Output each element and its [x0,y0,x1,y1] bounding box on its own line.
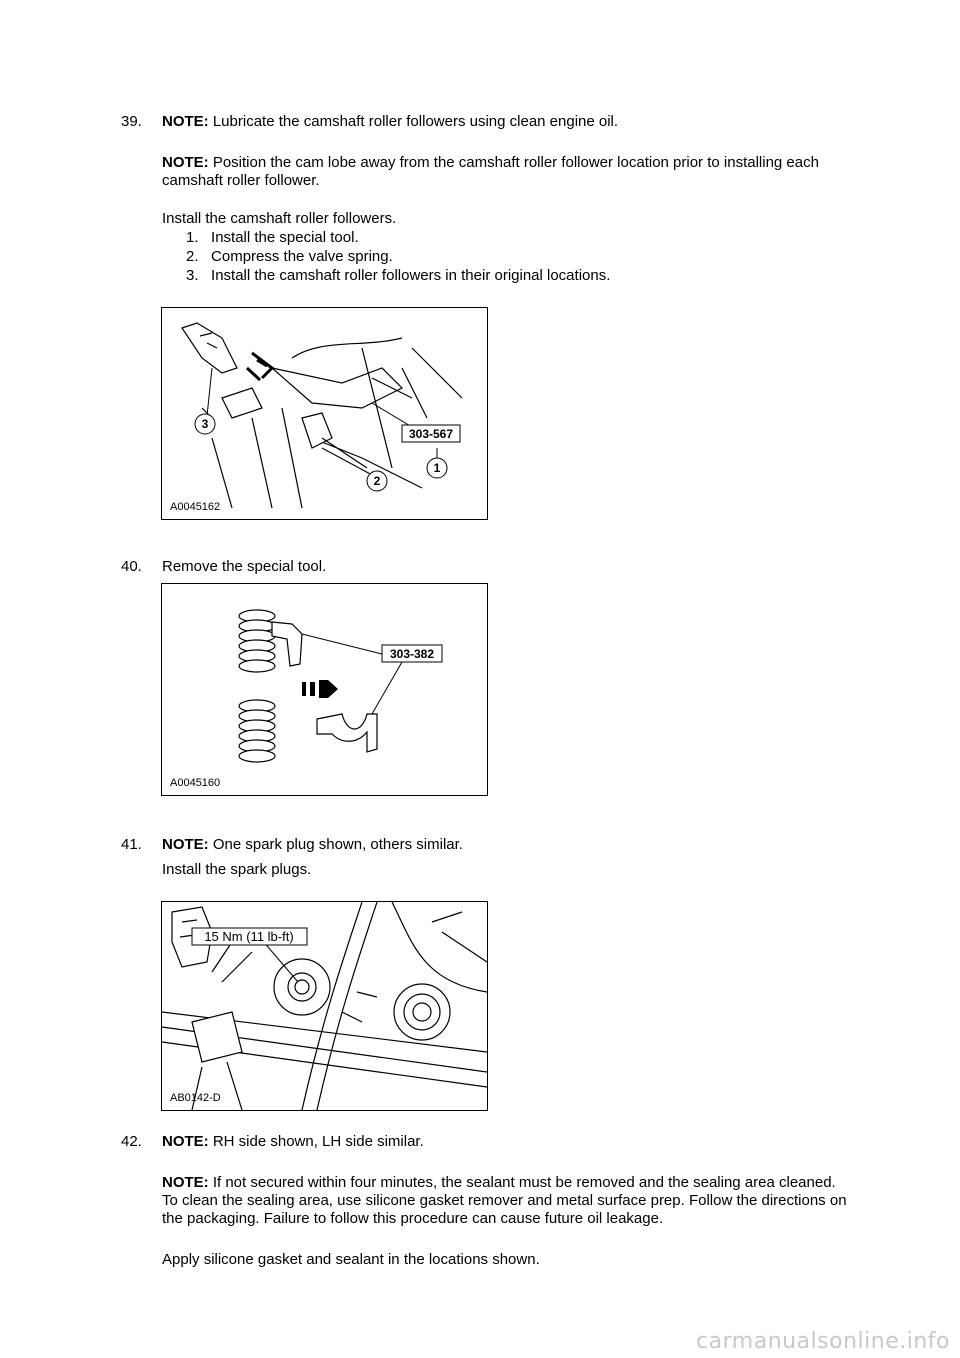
roller-follower-illustration [162,308,487,519]
step-41-instruction: Install the spark plugs. [162,861,312,878]
figure-remove-special-tool [161,583,488,796]
spark-plug-illustration [162,902,487,1110]
substep-number: 3. [186,267,199,284]
figure-spark-plug-install [161,901,488,1111]
substep-2 [186,248,393,266]
callout-2-label: 2 [373,474,381,488]
note-text: Lubricate the camshaft roller followers using clean engine oil. [208,113,619,130]
note-label: NOTE: [162,1133,209,1150]
step-39-instruction: Install the camshaft roller followers. [162,210,397,227]
callout-3-label: 3 [201,417,209,431]
step-42-instruction: Apply silicone gasket and sealant in the locations shown. [162,1251,540,1268]
note-text: One spark plug shown, others similar. [208,836,463,853]
substep-text: Install the special tool. [211,229,359,246]
substep-number: 2. [186,248,199,265]
substep-number: 1. [186,229,199,246]
figure-id: A0045162 [170,501,221,513]
step-39-note-2 [162,154,862,190]
figure-roller-follower-install [161,307,488,520]
substep-1 [186,229,359,247]
figure-id: A0045160 [170,777,221,789]
step-number-39: 39. [121,113,142,130]
note-label: NOTE: [162,113,209,130]
step-39-note-1 [162,113,862,131]
substep-text: Install the camshaft roller followers in their original locations. [211,267,611,284]
substep-text: Compress the valve spring. [211,248,393,265]
torque-label: 15 Nm (11 lb-ft) [204,929,294,944]
step-number-41: 41. [121,836,142,853]
note-label: NOTE: [162,154,209,171]
note-text: RH side shown, LH side similar. [208,1133,424,1150]
note-label: NOTE: [162,1174,209,1191]
note-text: If not secured within four minutes, the sealant must be removed and the sealing area cleaned. To clean the sealing area, use silicone gasket remover and metal surface prep. Follow the directions on the packaging. Failure to follow this procedure can cause future oil leakage. [162,1174,847,1227]
callout-1-label: 1 [433,461,441,475]
watermark: carmanualsonline.info [696,1329,950,1354]
step-42-note-1 [162,1133,862,1151]
substep-3 [186,267,610,285]
step-40-instruction: Remove the special tool. [162,558,327,575]
step-number-40: 40. [121,558,142,575]
step-42-note-2 [162,1174,852,1228]
tool-label: 303-382 [389,647,435,661]
spring-tool-illustration [162,584,487,795]
step-41-note-1 [162,836,862,854]
step-number-42: 42. [121,1133,142,1150]
note-label: NOTE: [162,836,209,853]
tool-label: 303-567 [408,427,454,441]
figure-id: AB0142-D [170,1092,221,1104]
note-text: Position the cam lobe away from the camshaft roller follower location prior to installing each camshaft roller follower. [162,154,819,189]
